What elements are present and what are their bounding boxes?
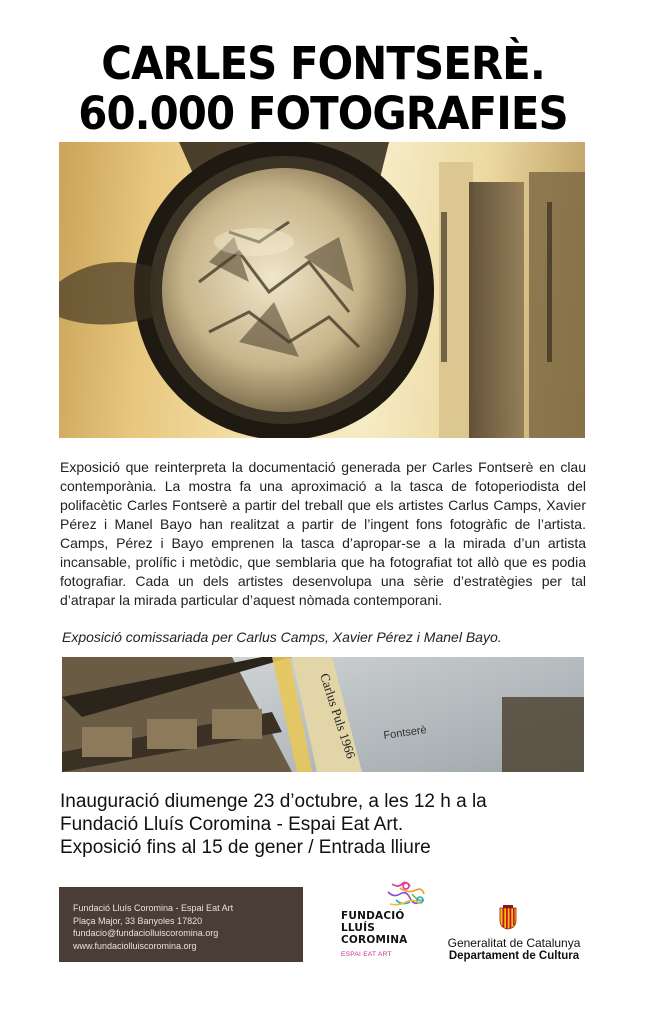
logo-line-1: FUNDACIÓ	[341, 910, 405, 922]
address-email[interactable]: fundacio@fundaciolluiscoromina.org	[73, 928, 219, 938]
venue-info: Fundació Lluís Coromina - Espai Eat Art.	[60, 814, 404, 835]
logo-line-2: LLUÍS	[341, 922, 376, 934]
address-name: Fundació Lluís Coromina - Espai Eat Art	[73, 903, 234, 913]
curator-credit: Exposició comissariada per Carlus Camps, Xavier Pérez i Manel Bayo.	[62, 629, 502, 645]
poster-title-line-2: 60.000 FOTOGRAFIES	[78, 87, 568, 140]
fundacio-logo-text	[341, 910, 408, 946]
generalitat-name: Generalitat de Catalunya	[447, 936, 581, 950]
opening-info: Inauguració diumenge 23 d’octubre, a les 12 h a la	[60, 791, 487, 812]
magnifier-photo	[59, 142, 585, 438]
film-archive-photo	[62, 657, 584, 772]
address-street: Plaça Major, 33 Banyoles 17820	[73, 915, 203, 926]
handwritten-date: Carlus Puls 1966	[317, 671, 359, 761]
logo-line-3: COROMINA	[341, 934, 408, 946]
address-box	[59, 887, 303, 962]
fundacio-logo-sub: ESPAI EAT ART	[341, 951, 392, 958]
department-name: Departament de Cultura	[448, 950, 580, 962]
dates-info: Exposició fins al 15 de gener / Entrada lliure	[60, 837, 431, 858]
generalitat-emblem-icon	[499, 905, 517, 930]
fontsere-label: Fontserè	[382, 724, 428, 742]
address-web[interactable]: www.fundaciolluiscoromina.org	[73, 940, 197, 951]
exhibition-description: Exposició que reinterpreta la documentació generada per Carles Fontserè en clau contemporània. La mostra fa una aproximació a la tasca de fotoperiodista del polifacètic Carles Fontserè a partir del treball que els artistes Carlus Camps, Xavier Pérez i Manel Bayo han realitzat a partir de l’ingent fons fotogràfic de l’artista. Camps, Pérez i Bayo emprenen la tasca d’apropar-se a la mirada d’un artista incansable, prolífic i metòdic, que semblaria que ha fotografiat tot allò que es podia fotografiar. Cada un dels artistes desenvolupa una sèrie d’estratègies per tal d’atrapar la mirada particular d’aquest nòmada contemporani.	[60, 459, 586, 608]
poster-title-line-1: CARLES FONTSERÈ.	[101, 37, 545, 90]
